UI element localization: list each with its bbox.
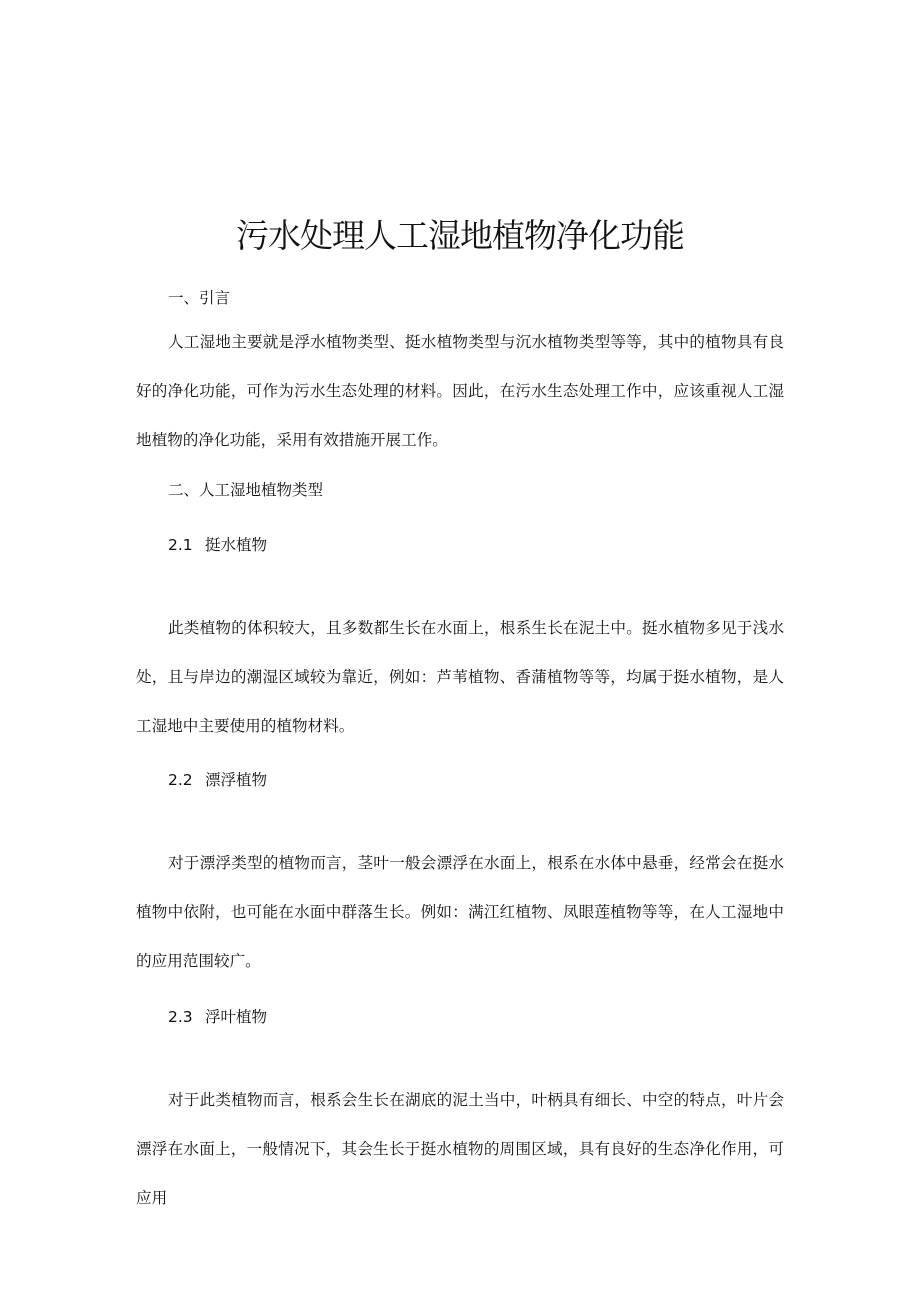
subsection-number: 2.2 xyxy=(168,771,193,789)
subsection-number: 2.3 xyxy=(168,1008,193,1026)
subsection-title: 浮叶植物 xyxy=(205,1008,268,1026)
subsection-title: 挺水植物 xyxy=(205,536,268,554)
paragraph-floating-leaf-plants: 对于此类植物而言，根系会生长在湖底的泥土当中，叶柄具有细长、中空的特点，叶片会漂浮在水面上，一般情况下，其会生长于挺水植物的周围区域，具有良好的生态净化作用，可应用 xyxy=(136,1091,784,1207)
subsection-number: 2.1 xyxy=(168,536,193,554)
subsection-heading-emergent-plants xyxy=(168,533,267,557)
subsection-heading-floating-plants xyxy=(168,768,267,792)
section-heading-plant-types: 二、人工湿地植物类型 xyxy=(168,481,324,499)
subsection-title: 漂浮植物 xyxy=(205,771,268,789)
page-title: 污水处理人工湿地植物净化功能 xyxy=(236,216,684,255)
section-heading-introduction: 一、引言 xyxy=(168,289,231,307)
paragraph-introduction: 人工湿地主要就是浮水植物类型、挺水植物类型与沉水植物类型等等，其中的植物具有良好的净化功能，可作为污水生态处理的材料。因此，在污水生态处理工作中，应该重视人工湿地植物的净化功能，采用有效措施开展工作。 xyxy=(136,333,784,449)
subsection-heading-floating-leaf-plants xyxy=(168,1005,267,1029)
paragraph-floating-plants: 对于漂浮类型的植物而言，茎叶一般会漂浮在水面上，根系在水体中悬垂，经常会在挺水植物中依附，也可能在水面中群落生长。例如：满江红植物、凤眼莲植物等等，在人工湿地中的应用范围较广。 xyxy=(136,854,784,970)
paragraph-emergent-plants: 此类植物的体积较大，且多数都生长在水面上，根系生长在泥土中。挺水植物多见于浅水处，且与岸边的潮湿区域较为靠近，例如：芦苇植物、香蒲植物等等，均属于挺水植物，是人工湿地中主要使用的植物材料。 xyxy=(136,619,784,735)
